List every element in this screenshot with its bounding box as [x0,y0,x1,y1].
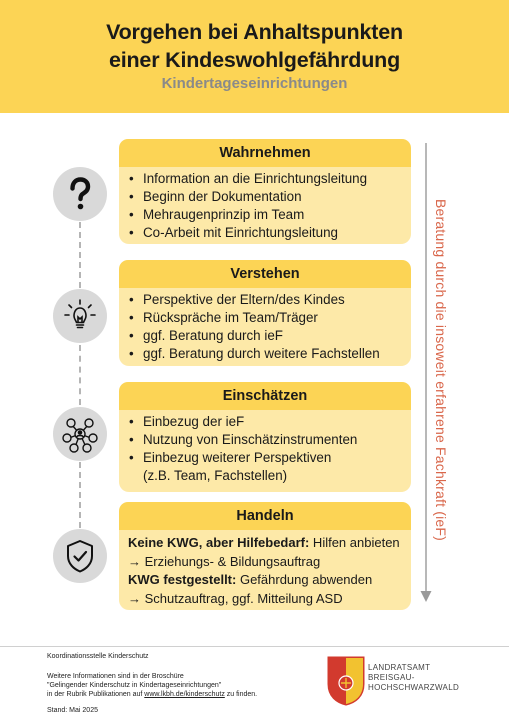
header-banner [0,0,509,113]
page-subtitle: Kindertageseinrichtungen [161,75,348,92]
action-line: → Schutzauftrag, ggf. Mitteilung ASD [128,590,343,606]
question-mark-icon [53,167,107,221]
page-title-line1: Vorgehen bei Anhaltspunkten [106,20,403,44]
list-item: • ggf. Beratung durch weitere Fachstellen [129,345,405,363]
list-item: • Beginn der Dokumentation [129,188,405,206]
footer-org: Koordinationsstelle Kinderschutz [47,653,149,660]
connector-line [79,222,81,288]
action-line: KWG festgestellt: Gefährdung abwenden [128,572,373,587]
footer-date: Stand: Mai 2025 [47,707,98,714]
network-people-icon [53,407,107,461]
step-body [119,167,411,244]
logo-text: LANDRATSAMT BREISGAU- HOCHSCHWARZWALD [368,663,460,692]
list-item: • Information an die Einrichtungsleitung [129,170,405,188]
landratsamt-logo-icon [327,656,365,706]
step-body [119,288,411,366]
step-title: Verstehen [119,260,411,288]
footer-info-line2: "Gelingender Kinderschutz in Kindertageseinrichtungen" [47,682,222,689]
step-title: Einschätzen [119,382,411,410]
footer-info-line3: in der Rubrik Publikationen auf www.lkbh.de/kinderschutz zu finden. [47,691,258,698]
step-body [119,530,411,610]
list-item: • Einbezug weiterer Perspektiven [129,449,405,467]
list-item: • Perspektive der Eltern/des Kindes [129,291,405,309]
list-item: • Einbezug der ieF [129,413,405,431]
footer-divider [0,646,509,647]
list-item: • Co-Arbeit mit Einrichtungsleitung [129,224,405,242]
list-item: • Mehraugenprinzip im Team [129,206,405,224]
step-title: Wahrnehmen [119,139,411,167]
footer-link[interactable]: www.lkbh.de/kinderschutz [144,691,225,698]
connector-line [79,345,81,405]
side-label: Beratung durch die insoweit erfahrene Fachkraft (ieF) [433,198,449,542]
list-item: • ggf. Beratung durch ieF [129,327,405,345]
action-line: → Erziehungs- & Bildungsauftrag [128,553,321,569]
lightbulb-icon [53,289,107,343]
footer-info-line1: Weitere Informationen sind in der Broschüre [47,673,184,680]
list-item-continuation: (z.B. Team, Fachstellen) [143,468,288,483]
list-item: • Rückspräche im Team/Träger [129,309,405,327]
action-line: Keine KWG, aber Hilfebedarf: Hilfen anbieten [128,535,400,550]
step-title: Handeln [119,502,411,530]
shield-check-icon [53,529,107,583]
page-title-line2: einer Kindeswohlgefährdung [108,48,401,72]
step-body [119,410,411,492]
list-item: • Nutzung von Einschätzinstrumenten [129,431,405,449]
connector-line [79,462,81,528]
